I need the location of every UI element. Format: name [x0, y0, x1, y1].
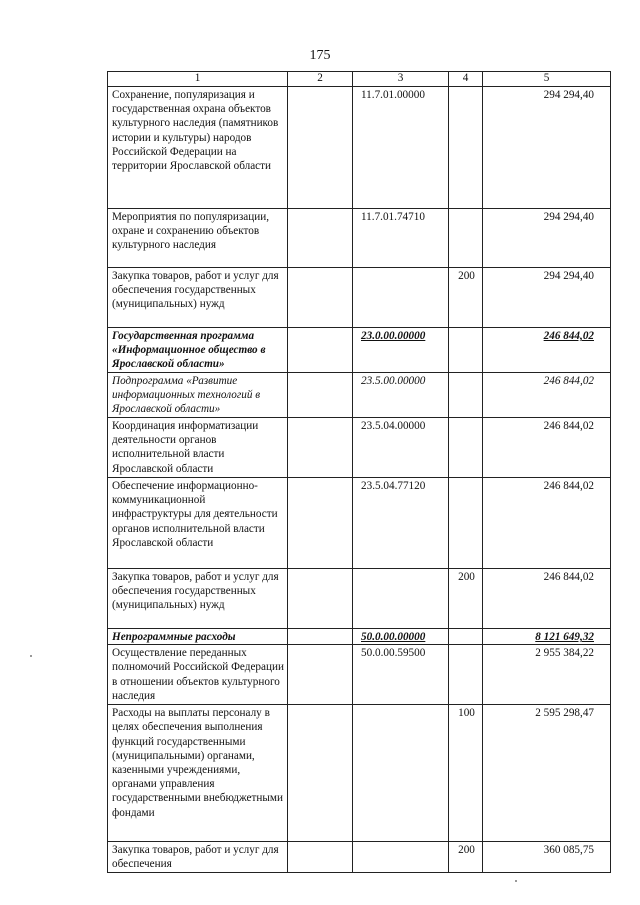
row-name: Осуществление переданных полномочий Российской Федерации в отношении объектов культурного наследия [108, 645, 288, 705]
row-col2 [288, 373, 353, 418]
row-code: 23.5.04.77120 [353, 478, 449, 569]
row-code: 50.0.00.00000 [353, 629, 449, 645]
row-col2 [288, 418, 353, 478]
table-row [108, 209, 611, 268]
row-col2 [288, 328, 353, 373]
table-row [108, 373, 611, 418]
row-expense-type [449, 373, 483, 418]
row-name: Координация информатизации деятельности органов исполнительной власти Ярославской области [108, 418, 288, 478]
column-header: 2 [288, 72, 353, 87]
row-expense-type: 200 [449, 569, 483, 629]
row-amount: 8 121 649,32 [483, 629, 611, 645]
row-amount: 246 844,02 [483, 328, 611, 373]
table-row [108, 569, 611, 629]
scan-speck [30, 655, 32, 657]
row-code [353, 705, 449, 842]
row-expense-type [449, 209, 483, 268]
column-header: 4 [449, 72, 483, 87]
table-row [108, 268, 611, 328]
row-amount: 294 294,40 [483, 209, 611, 268]
row-expense-type [449, 87, 483, 209]
row-expense-type [449, 418, 483, 478]
row-name: Расходы на выплаты персоналу в целях обеспечения выполнения функций государственными (муниципальными) органами, казенными учреждениями, органами управления государственными внебюджетными фондами [108, 705, 288, 842]
row-amount: 246 844,02 [483, 478, 611, 569]
row-amount: 246 844,02 [483, 569, 611, 629]
row-expense-type [449, 478, 483, 569]
row-name: Обеспечение информационно-коммуникационной инфраструктуры для деятельности органов исполнительной власти Ярославской области [108, 478, 288, 569]
row-col2 [288, 209, 353, 268]
row-col2 [288, 478, 353, 569]
page-number: 175 [309, 48, 331, 63]
row-amount: 2 595 298,47 [483, 705, 611, 842]
row-name: Закупка товаров, работ и услуг для обеспечения государственных (муниципальных) нужд [108, 268, 288, 328]
row-code: 50.0.00.59500 [353, 645, 449, 705]
row-expense-type [449, 328, 483, 373]
row-amount: 360 085,75 [483, 842, 611, 872]
row-amount: 294 294,40 [483, 87, 611, 209]
table-row [108, 705, 611, 842]
row-name: Мероприятия по популяризации, охране и сохранению объектов культурного наследия [108, 209, 288, 268]
row-expense-type: 100 [449, 705, 483, 842]
row-code: 11.7.01.00000 [353, 87, 449, 209]
row-expense-type [449, 629, 483, 645]
row-name: Подпрограмма «Развитие информационных технологий в Ярославской области» [108, 373, 288, 418]
row-code [353, 842, 449, 872]
table-header-row [108, 72, 611, 87]
table-row [108, 645, 611, 705]
row-col2 [288, 87, 353, 209]
row-name: Государственная программа «Информационное общество в Ярославской области» [108, 328, 288, 373]
row-code: 23.5.00.00000 [353, 373, 449, 418]
row-expense-type: 200 [449, 268, 483, 328]
row-code: 11.7.01.74710 [353, 209, 449, 268]
table-row [108, 328, 611, 373]
budget-table [107, 71, 611, 873]
row-amount: 2 955 384,22 [483, 645, 611, 705]
row-amount: 294 294,40 [483, 268, 611, 328]
row-expense-type: 200 [449, 842, 483, 872]
table-row [108, 478, 611, 569]
row-name: Закупка товаров, работ и услуг для обеспечения государственных (муниципальных) нужд [108, 569, 288, 629]
column-header: 5 [483, 72, 611, 87]
table-row [108, 629, 611, 645]
row-code: 23.0.00.00000 [353, 328, 449, 373]
table-row [108, 87, 611, 209]
row-code [353, 569, 449, 629]
row-expense-type [449, 645, 483, 705]
column-header: 3 [353, 72, 449, 87]
row-code: 23.5.04.00000 [353, 418, 449, 478]
row-col2 [288, 268, 353, 328]
row-col2 [288, 629, 353, 645]
scan-speck [515, 880, 517, 882]
row-name: Закупка товаров, работ и услуг для обеспечения [108, 842, 288, 872]
row-name: Непрограммные расходы [108, 629, 288, 645]
row-col2 [288, 842, 353, 872]
row-amount: 246 844,02 [483, 373, 611, 418]
row-col2 [288, 645, 353, 705]
row-col2 [288, 569, 353, 629]
table-row [108, 842, 611, 872]
table-row [108, 418, 611, 478]
row-col2 [288, 705, 353, 842]
row-amount: 246 844,02 [483, 418, 611, 478]
row-code [353, 268, 449, 328]
row-name: Сохранение, популяризация и государственная охрана объектов культурного наследия (памятников истории и культуры) народов Российской Федерации на территории Ярославской области [108, 87, 288, 209]
column-header: 1 [108, 72, 288, 87]
